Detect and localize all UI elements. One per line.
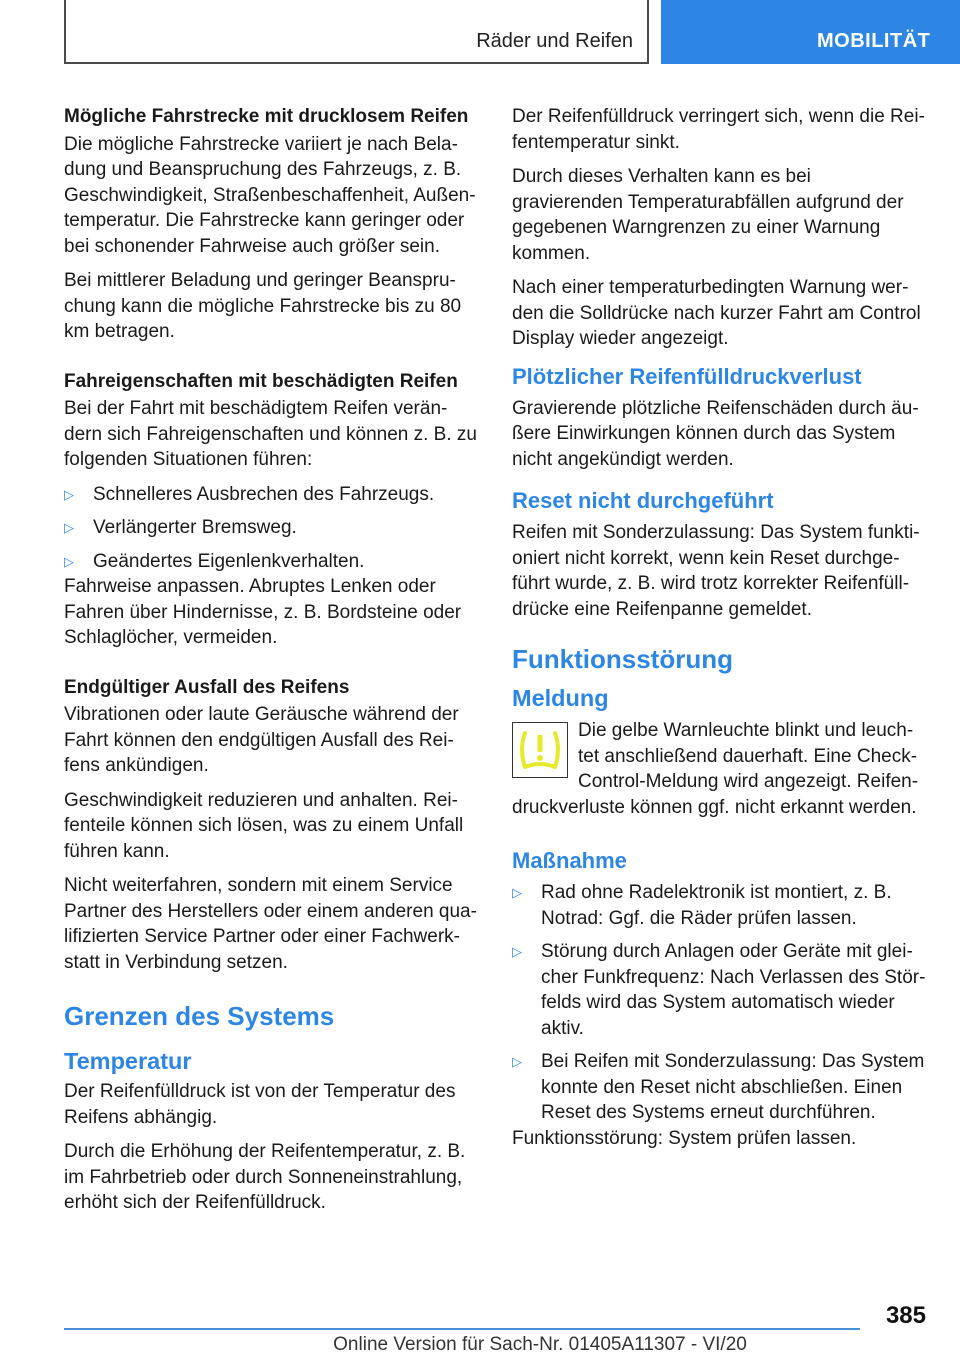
- paragraph: Durch die Erhöhung der Reifentemperatur, z. B. im Fahrbetrieb oder durch Sonneneinstrahlung, erhöht sich der Reifenfülldruck.: [64, 1141, 466, 1213]
- heading-malfunction: Funktionsstörung: [512, 644, 733, 674]
- paragraph: Bei mittlerer Beladung und geringer Beanspruchung kann die mögliche Fahrstrecke bis zu 80 km betragen.: [64, 270, 462, 342]
- heading-action: Maßnahme: [512, 848, 627, 873]
- heading-damaged: Fahreigenschaften mit beschädigten Reifen: [64, 370, 458, 392]
- page-header: [0, 0, 960, 64]
- header-section-title: Räder und Reifen: [476, 30, 633, 52]
- paragraph: Gravierende plötzliche Reifenschäden durch äußere Einwirkungen können durch das System nicht angekündigt werden.: [512, 397, 919, 470]
- paragraph: Nicht weiterfahren, sondern mit einem Service Partner des Herstellers oder einem anderen qualifizierten Service Partner oder einer Fachwerkstatt in Verbindung setzen.: [64, 875, 477, 973]
- paragraph: Nach einer temperaturbedingten Warnung werden die Solldrücke nach kurzer Fahrt am Control Display wieder angezeigt.: [512, 277, 921, 349]
- heading-message: Meldung: [512, 685, 609, 711]
- heading-temperature: Temperatur: [64, 1048, 192, 1074]
- paragraph: Der Reifenfülldruck verringert sich, wenn die Reifentemperatur sinkt.: [512, 106, 925, 153]
- warning-message-block: [512, 718, 927, 820]
- triangle-bullet-icon: ▷: [64, 520, 74, 535]
- footer-divider: [64, 1328, 860, 1330]
- right-column: [512, 104, 927, 1160]
- list-item: ▷ Geändertes Eigenlenkverhalten.: [64, 549, 479, 575]
- paragraph: Geschwindigkeit reduzieren und anhalten. Reifenteile können sich lösen, was zu einem Unfall führen kann.: [64, 789, 464, 862]
- heading-sudden-loss: Plötzlicher Reifenfülldruckverlust: [512, 363, 862, 389]
- list-damaged: [64, 482, 479, 575]
- paragraph: Die gelbe Warnleuchte blinkt und leuchtet anschließend dauerhaft. Eine Check-Control-Meldung wird angezeigt. Reifendruckverluste können ggf. nicht erkannt werden.: [512, 720, 919, 818]
- triangle-bullet-icon: ▷: [64, 553, 74, 569]
- header-section-box: [64, 0, 649, 64]
- heading-range: Mögliche Fahrstrecke mit drucklosem Reifen: [64, 106, 469, 127]
- left-column: [64, 104, 479, 1225]
- triangle-bullet-icon: ▷: [512, 885, 522, 900]
- paragraph: Vibrationen oder laute Geräusche während der Fahrt können den endgültigen Ausfall des Reifens ankündigen.: [64, 704, 459, 776]
- paragraph: Bei der Fahrt mit beschädigtem Reifen verändern sich Fahreigenschaften und können z. B. zu folgenden Situationen führen:: [64, 398, 477, 470]
- list-item: ▷ Verlängerter Bremsweg.: [64, 515, 479, 541]
- list-item: ▷ Bei Reifen mit Sonderzulassung: Das System konnte den Reset nicht abschließen. Einen Reset des Systems erneut durchführen.: [512, 1051, 925, 1123]
- footer-version-text: Online Version für Sach-Nr. 01405A11307 - VI/20: [333, 1334, 747, 1355]
- heading-failure: Endgültiger Ausfall des Reifens: [64, 676, 350, 698]
- list-action: [512, 880, 927, 1126]
- tire-pressure-warning-icon: [512, 722, 568, 778]
- triangle-bullet-icon: ▷: [512, 1054, 522, 1069]
- list-item: ▷ Schnelleres Ausbrechen des Fahrzeugs.: [64, 482, 479, 508]
- paragraph: Funktionsstörung: System prüfen lassen.: [512, 1127, 857, 1149]
- triangle-bullet-icon: ▷: [64, 486, 74, 502]
- paragraph: Durch dieses Verhalten kann es bei gravierenden Temperaturabfällen aufgrund der gegebenen Warngrenzen zu einer Warnung kommen.: [512, 166, 904, 264]
- paragraph: Die mögliche Fahrstrecke variiert je nach Beladung und Beanspruchung des Fahrzeugs, z. B. Geschwindigkeit, Straßenbeschaffenheit, Außentemperatur. Die Fahrstrecke kann geringer oder bei schonender Fahrweise auch größer sein.: [64, 133, 476, 257]
- heading-limits: Grenzen des Systems: [64, 1001, 335, 1031]
- page-number: 385: [885, 1302, 926, 1329]
- paragraph: Fahrweise anpassen. Abruptes Lenken oder Fahren über Hindernisse, z. B. Bordsteine oder Schlaglöcher, vermeiden.: [64, 576, 462, 648]
- triangle-bullet-icon: ▷: [512, 944, 522, 959]
- paragraph: Reifen mit Sonderzulassung: Das System funktioniert nicht korrekt, wenn kein Reset durchgeführt wurde, z. B. wird trotz korrekter Reifenfülldrücke eine Reifenpanne gemeldet.: [512, 522, 920, 620]
- list-item: ▷ Störung durch Anlagen oder Geräte mit gleicher Funkfrequenz: Nach Verlassen des Störfelds wird das System automatisch wieder aktiv.: [512, 941, 926, 1039]
- list-item: ▷ Rad ohne Radelektronik ist montiert, z. B. Notrad: Ggf. die Räder prüfen lassen.: [512, 882, 892, 929]
- header-chapter-tab: MOBILITÄT: [661, 0, 960, 64]
- paragraph: Der Reifenfülldruck ist von der Temperatur des Reifens abhängig.: [64, 1081, 456, 1128]
- heading-reset: Reset nicht durchgeführt: [512, 488, 774, 513]
